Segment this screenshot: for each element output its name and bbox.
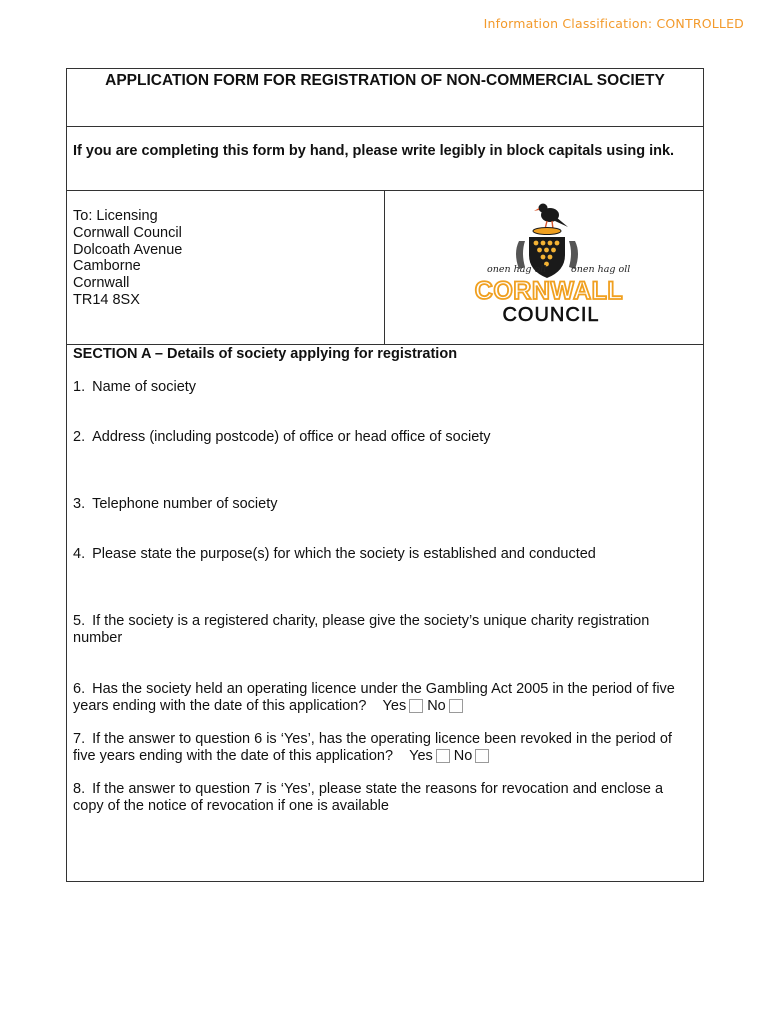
form-title: APPLICATION FORM FOR REGISTRATION OF NON-COMMERCIAL SOCIETY bbox=[105, 72, 665, 89]
classification-label: Information Classification: CONTROLLED bbox=[483, 16, 744, 31]
address-line: Cornwall Council bbox=[73, 224, 182, 241]
question-text: If the answer to question 6 is ‘Yes’, has the operating licence been revoked in the period of five years ending with the date of this application? bbox=[73, 731, 672, 764]
address-logo-row bbox=[67, 191, 703, 345]
address-line: Cornwall bbox=[73, 275, 130, 292]
q7-yes-checkbox[interactable] bbox=[436, 749, 450, 763]
question-text: If the society is a registered charity, please give the society’s unique charity registration number bbox=[73, 613, 650, 646]
question-text: If the answer to question 7 is ‘Yes’, please state the reasons for revocation and enclose a copy of the notice of revocation if one is available bbox=[73, 781, 664, 814]
question-text: Has the society held an operating licence under the Gambling Act 2005 in the period of five years ending with the date of this application? bbox=[73, 681, 675, 714]
cornwall-council-logo bbox=[385, 191, 703, 344]
question-number: 8. bbox=[73, 781, 86, 797]
section-a bbox=[67, 345, 703, 881]
question-text: Please state the purpose(s) for which the society is established and conducted bbox=[92, 546, 596, 562]
question-number: 3. bbox=[73, 496, 86, 512]
motto-right: onen hag oll bbox=[571, 264, 631, 275]
question-number: 2. bbox=[73, 429, 86, 445]
chough-bird-icon bbox=[534, 204, 568, 230]
question-number: 4. bbox=[73, 546, 86, 562]
logo-wordmark-council: COUNCIL bbox=[502, 304, 600, 326]
council-crest-icon bbox=[385, 191, 705, 345]
no-label: No bbox=[427, 698, 446, 714]
section-a-heading: SECTION A – Details of society applying for registration bbox=[73, 346, 458, 362]
q6-yes-checkbox[interactable] bbox=[409, 699, 423, 713]
instruction-text: If you are completing this form by hand, please write legibly in block capitals using ink. bbox=[73, 143, 675, 159]
question-2 bbox=[73, 429, 695, 446]
question-5 bbox=[73, 613, 695, 647]
logo-wordmark-cornwall: CORNWALL bbox=[474, 277, 624, 305]
application-form bbox=[66, 68, 704, 882]
question-text: Address (including postcode) of office or head office of society bbox=[92, 429, 491, 445]
address-line: Dolcoath Avenue bbox=[73, 241, 183, 258]
question-4 bbox=[73, 546, 695, 563]
address-line: Camborne bbox=[73, 258, 141, 275]
question-text: Telephone number of society bbox=[92, 496, 278, 512]
no-label: No bbox=[453, 748, 473, 764]
question-6 bbox=[73, 681, 695, 715]
title-row bbox=[67, 69, 703, 127]
question-number: 6. bbox=[73, 681, 86, 697]
question-number: 5. bbox=[73, 613, 86, 629]
yes-label: Yes bbox=[409, 748, 433, 764]
question-text: Name of society bbox=[92, 379, 197, 395]
address-line: To: Licensing bbox=[73, 208, 158, 224]
question-1 bbox=[73, 379, 695, 396]
question-8 bbox=[73, 781, 695, 815]
question-number: 7. bbox=[73, 731, 86, 747]
question-3 bbox=[73, 496, 695, 513]
question-number: 1. bbox=[73, 379, 86, 395]
q6-no-checkbox[interactable] bbox=[449, 699, 463, 713]
yes-label: Yes bbox=[382, 698, 407, 714]
address-line: TR14 8SX bbox=[73, 291, 140, 308]
question-7 bbox=[73, 731, 695, 765]
instruction-row bbox=[67, 127, 703, 191]
q7-no-checkbox[interactable] bbox=[475, 749, 489, 763]
motto-left: onen hag oll bbox=[487, 264, 547, 275]
council-address bbox=[73, 208, 373, 309]
